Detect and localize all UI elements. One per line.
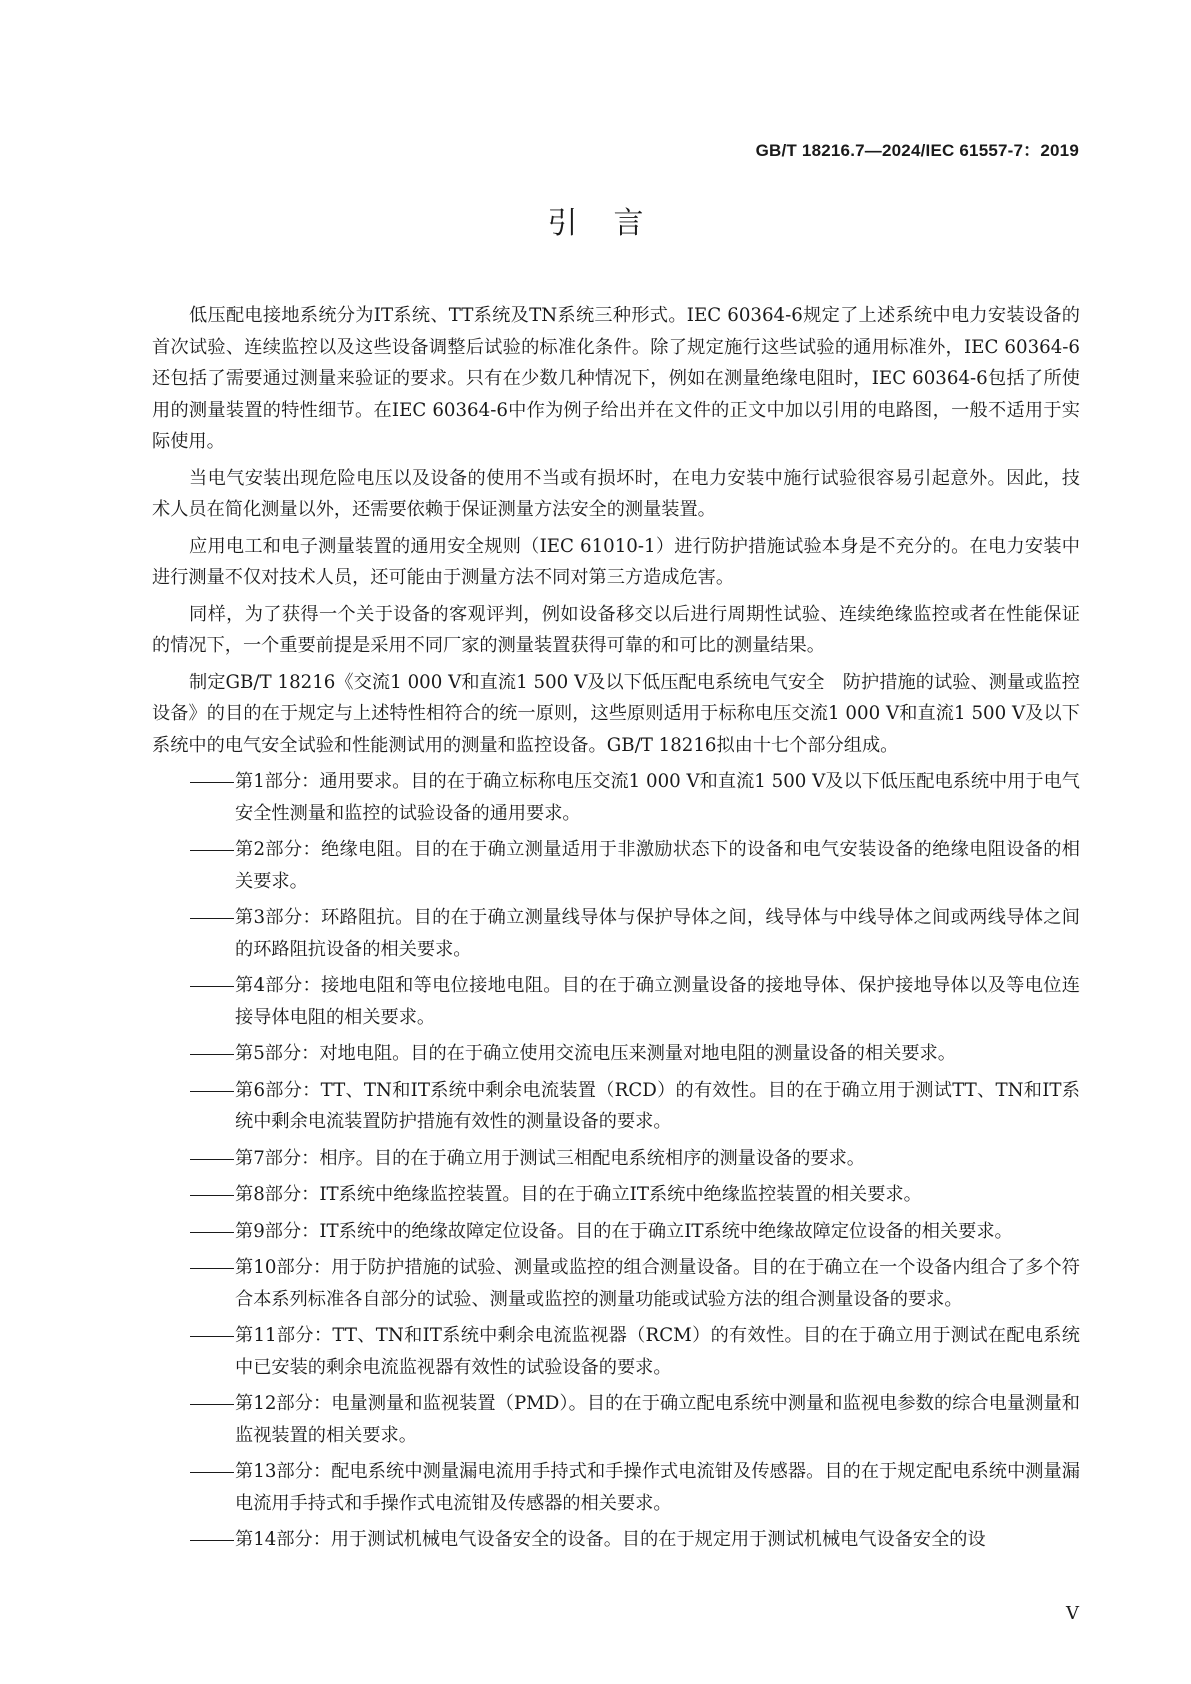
- paragraph: 当电气安装出现危险电压以及设备的使用不当或有损坏时，在电力安装中施行试验很容易引起意外。因此，技术人员在简化测量以外，还需要依赖于保证测量方法安全的测量装置。: [152, 467, 1080, 520]
- dash-marker: [190, 1216, 234, 1247]
- list-item: [152, 1252, 1080, 1315]
- dash-marker: [190, 766, 234, 797]
- list-item-text: 第12部分：电量测量和监视装置（PMD）。目的在于确立配电系统中测量和监视电参数的综合电量测量和监视装置的相关要求。: [235, 1393, 1080, 1446]
- document-body: [152, 300, 1080, 1561]
- list-item: [152, 902, 1080, 965]
- list-item: [152, 1179, 1080, 1211]
- list-item: [152, 970, 1080, 1033]
- list-item: [152, 1038, 1080, 1070]
- list-item: [152, 1524, 1080, 1556]
- list-item-text: 第8部分：IT系统中绝缘监控装置。目的在于确立IT系统中绝缘监控装置的相关要求。: [235, 1184, 922, 1205]
- list-item: [152, 766, 1080, 829]
- list-item: [152, 1216, 1080, 1248]
- page-title: 引言: [547, 206, 680, 241]
- list-item: [152, 1456, 1080, 1519]
- page-number: V: [1066, 1603, 1079, 1624]
- list-item: [152, 1320, 1080, 1383]
- list-item-text: 第13部分：配电系统中测量漏电流用手持式和手操作式电流钳及传感器。目的在于规定配电系统中测量漏电流用手持式和手操作式电流钳及传感器的相关要求。: [235, 1461, 1080, 1514]
- dash-marker: [190, 970, 234, 1001]
- dash-marker: [190, 1075, 234, 1106]
- dash-marker: [190, 834, 234, 865]
- list-item: [152, 834, 1080, 897]
- list-item-text: 第2部分：绝缘电阻。目的在于确立测量适用于非激励状态下的设备和电气安装设备的绝缘电阻设备的相关要求。: [235, 839, 1080, 892]
- list-item-text: 第4部分：接地电阻和等电位接地电阻。目的在于确立测量设备的接地导体、保护接地导体以及等电位连接导体电阻的相关要求。: [235, 975, 1080, 1028]
- dash-marker: [190, 902, 234, 933]
- dash-marker: [190, 1524, 234, 1555]
- list-item-text: 第11部分：TT、TN和IT系统中剩余电流监视器（RCM）的有效性。目的在于确立用于测试在配电系统中已安装的剩余电流监视器有效性的试验设备的要求。: [235, 1325, 1080, 1378]
- paragraph: 制定GB/T 18216《交流1 000 V和直流1 500 V及以下低压配电系统电气安全 防护措施的试验、测量或监控设备》的目的在于规定与上述特性相符合的统一原则，这些原则适用于标称电压交流1 000 V和直流1 500 V及以下系统中的电气安全试验和性能测试用的测量和监控设备。GB/T 18216拟由十七个部分组成。: [152, 671, 1080, 756]
- dash-marker: [190, 1179, 234, 1210]
- paragraph: 低压配电接地系统分为IT系统、TT系统及TN系统三种形式。IEC 60364-6规定了上述系统中电力安装设备的首次试验、连续监控以及这些设备调整后试验的标准化条件。除了规定施行这些试验的通用标准外，IEC 60364-6还包括了需要通过测量来验证的要求。只有在少数几种情况下，例如在测量绝缘电阻时，IEC 60364-6包括了所使用的测量装置的特性细节。在IEC 60364-6中作为例子给出并在文件的正文中加以引用的电路图，一般不适用于实际使用。: [152, 305, 1080, 452]
- list-item-text: 第6部分：TT、TN和IT系统中剩余电流装置（RCD）的有效性。目的在于确立用于测试TT、TN和IT系统中剩余电流装置防护措施有效性的测量设备的要求。: [235, 1079, 1080, 1132]
- list-item-text: 第3部分：环路阻抗。目的在于确立测量线导体与保护导体之间，线导体与中线导体之间或两线导体之间的环路阻抗设备的相关要求。: [235, 907, 1080, 960]
- list-item-text: 第9部分：IT系统中的绝缘故障定位设备。目的在于确立IT系统中绝缘故障定位设备的相关要求。: [235, 1220, 1013, 1242]
- dash-marker: [190, 1456, 234, 1487]
- list-item: [152, 1075, 1080, 1138]
- dash-marker: [190, 1038, 234, 1069]
- dash-marker: [190, 1388, 234, 1419]
- dash-marker: [190, 1143, 234, 1174]
- list-item-text: 第7部分：相序。目的在于确立用于测试三相配电系统相序的测量设备的要求。: [235, 1147, 865, 1169]
- paragraph: 同样，为了获得一个关于设备的客观评判，例如设备移交以后进行周期性试验、连续绝缘监控或者在性能保证的情况下，一个重要前提是采用不同厂家的测量装置获得可靠的和可比的测量结果。: [152, 603, 1080, 656]
- dash-marker: [190, 1252, 234, 1283]
- list-item-text: 第14部分：用于测试机械电气设备安全的设备。目的在于规定用于测试机械电气设备安全的设: [235, 1529, 986, 1550]
- list-item: [152, 1388, 1080, 1451]
- list-item-text: 第10部分：用于防护措施的试验、测量或监控的组合测量设备。目的在于确立在一个设备内组合了多个符合本系列标准各自部分的试验、测量或监控的测量功能或试验方法的组合测量设备的要求。: [235, 1257, 1080, 1310]
- list-item: [152, 1143, 1080, 1175]
- list-item-text: 第5部分：对地电阻。目的在于确立使用交流电压来测量对地电阻的测量设备的相关要求。: [235, 1043, 956, 1064]
- list-item-text: 第1部分：通用要求。目的在于确立标称电压交流1 000 V和直流1 500 V及以下低压配电系统中用于电气安全性测量和监控的试验设备的通用要求。: [235, 771, 1080, 824]
- paragraph: 应用电工和电子测量装置的通用安全规则（IEC 61010-1）进行防护措施试验本身是不充分的。在电力安装中进行测量不仅对技术人员，还可能由于测量方法不同对第三方造成危害。: [152, 535, 1080, 588]
- standard-number: GB/T 18216.7—2024/IEC 61557-7：2019: [755, 141, 1079, 160]
- dash-marker: [190, 1320, 234, 1351]
